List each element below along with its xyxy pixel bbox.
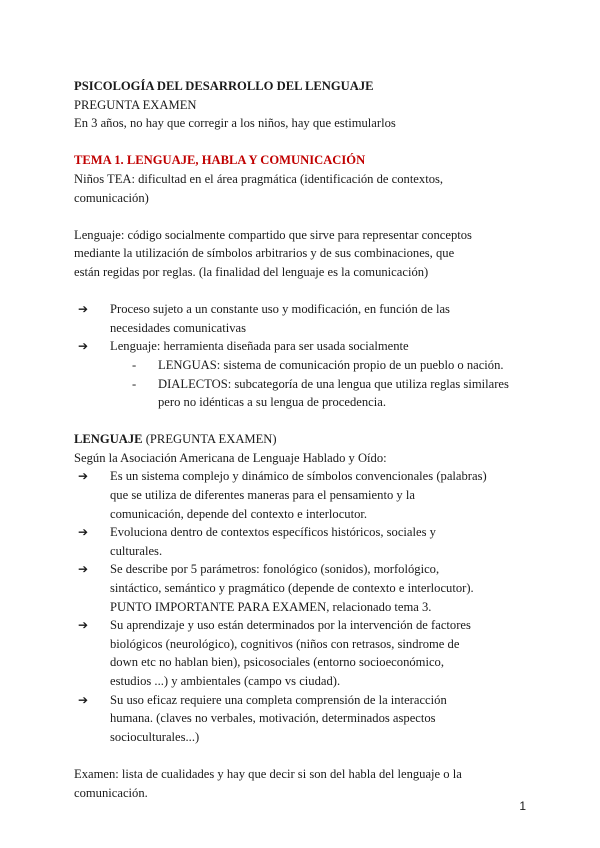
arrow-bullet-icon: ➔ — [78, 692, 89, 707]
list-item-line: PUNTO IMPORTANTE PARA EXAMEN, relacionado tema 3. — [110, 599, 432, 614]
arrow-bullet-icon: ➔ — [78, 339, 89, 354]
list-item-line: humana. (claves no verbales, motivación, determinados aspectos — [110, 711, 436, 726]
list-item — [74, 523, 534, 560]
list-item — [74, 337, 534, 356]
list-item — [74, 467, 534, 523]
arrow-bullet-icon: ➔ — [78, 618, 89, 633]
list-item-line: down etc no hablan bien), psicosociales (entorno socioeconómico, — [110, 655, 444, 670]
page-content — [74, 77, 534, 802]
document-title: PSICOLOGÍA DEL DESARROLLO DEL LENGUAJE — [74, 79, 374, 93]
arrow-bullet-icon: ➔ — [78, 302, 89, 317]
page-number: 1 — [519, 799, 526, 813]
lenguaje-definition-line: Lenguaje: código socialmente compartido que sirve para representar conceptos — [74, 227, 472, 242]
arrow-bullet-icon: ➔ — [78, 562, 89, 577]
document-subtitle: PREGUNTA EXAMEN — [74, 97, 197, 112]
list-item-line: sintáctico, semántico y pragmático (depende de contexto e interlocutor). — [110, 581, 474, 596]
sub-list-item-line: pero no idénticas a su lengua de procedencia. — [158, 395, 386, 410]
section2-heading-bold: LENGUAJE — [74, 432, 143, 447]
dash-bullet-icon: - — [132, 357, 137, 372]
list-item-line: necesidades comunicativas — [110, 320, 247, 335]
exam-note-line: Examen: lista de cualidades y hay que decir si son del habla del lenguaje o la — [74, 766, 462, 781]
list-item — [74, 560, 534, 616]
list-item-line: estudios ...) y ambientales (campo vs ciudad). — [110, 674, 341, 688]
sub-list-item-line: DIALECTOS: subcategoría de una lengua que utiliza reglas similares — [158, 376, 509, 391]
list-item-line: Evoluciona dentro de contextos específicos históricos, sociales y — [110, 525, 436, 540]
list-item-line: Proceso sujeto a un constante uso y modificación, en función de las — [110, 302, 450, 317]
arrow-bullet-icon: ➔ — [78, 525, 89, 540]
intro-text: En 3 años, no hay que corregir a los niños, hay que estimularlos — [74, 116, 396, 131]
section2-heading-rest: (PREGUNTA EXAMEN) — [142, 432, 277, 447]
list-item-line: Su aprendizaje y uso están determinados por la intervención de factores — [110, 618, 471, 633]
exam-note-line: comunicación. — [74, 785, 148, 800]
list-item-line: culturales. — [110, 543, 163, 558]
section1-heading: TEMA 1. LENGUAJE, HABLA Y COMUNICACIÓN — [74, 153, 366, 168]
tea-line: Niños TEA: dificultad en el área pragmática (identificación de contextos, — [74, 171, 444, 186]
list-item-line: Se describe por 5 parámetros: fonológico (sonidos), morfológico, — [110, 562, 440, 577]
list-item — [74, 616, 534, 690]
list-item-line: que se utiliza de diferentes maneras para el pensamiento y la — [110, 488, 415, 503]
dash-bullet-icon: - — [132, 376, 137, 391]
list-item-line: Lenguaje: herramienta diseñada para ser usada socialmente — [110, 339, 409, 354]
lenguaje-definition-line: mediante la utilización de símbolos arbitrarios y de sus combinaciones, que — [74, 246, 455, 261]
list-item-line: biológicos (neurológico), cognitivos (niños con retrasos, sindrome de — [110, 636, 460, 651]
list-item-line: comunicación, depende del contexto e interlocutor. — [110, 506, 368, 521]
source-line: Según la Asociación Americana de Lenguaje Hablado y Oído: — [74, 450, 387, 465]
lenguaje-definition-line: están regidas por reglas. (la finalidad del lenguaje es la comunicación) — [74, 264, 429, 279]
section2-heading — [74, 430, 534, 449]
list-item-line: Su uso eficaz requiere una completa comprensión de la interacción — [110, 692, 447, 707]
sub-list-item-line: LENGUAS: sistema de comunicación propio de un pueblo o nación. — [158, 357, 504, 372]
sub-list-item — [74, 356, 534, 375]
list-item-line: Es un sistema complejo y dinámico de símbolos convencionales (palabras) — [110, 469, 487, 484]
arrow-bullet-icon: ➔ — [78, 469, 89, 484]
list-item — [74, 300, 534, 337]
list-item-line: socioculturales...) — [110, 729, 200, 744]
sub-list-item — [74, 375, 534, 412]
tea-line: comunicación) — [74, 190, 149, 205]
list-item — [74, 691, 534, 747]
